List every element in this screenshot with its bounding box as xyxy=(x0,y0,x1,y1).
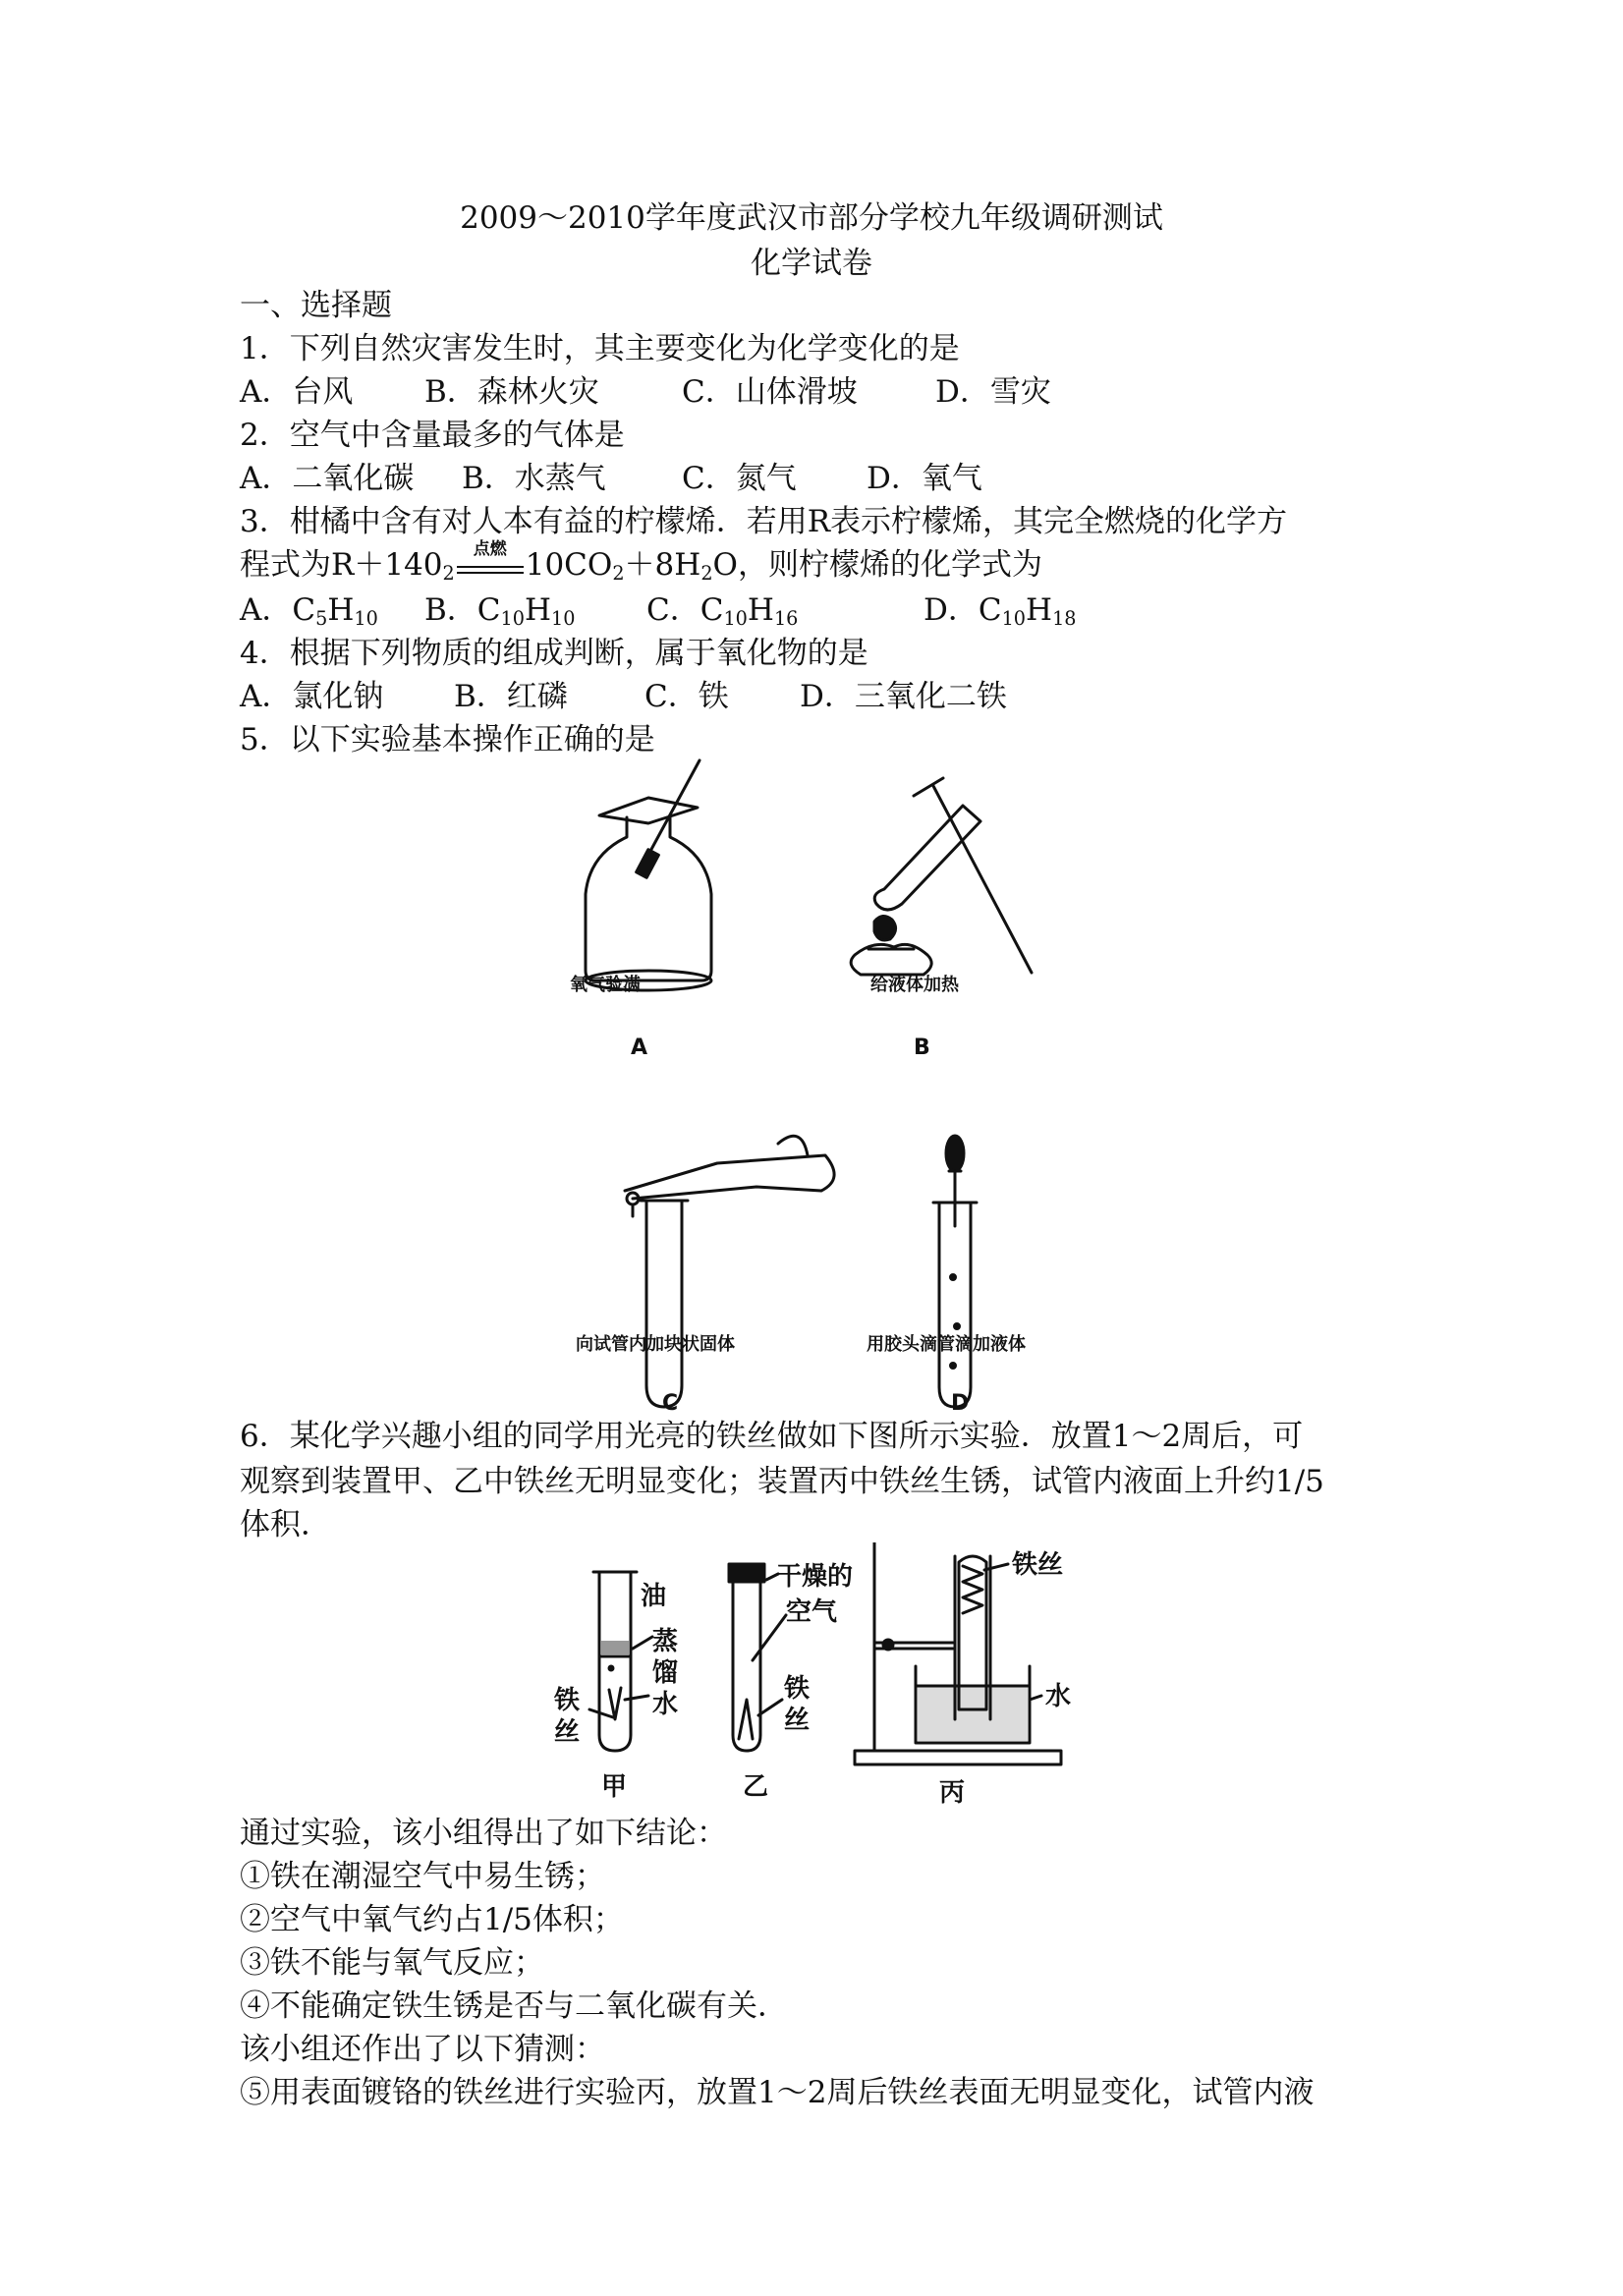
q4-option-a: A．氯化钠 xyxy=(240,679,384,714)
label-dry-air-1: 干燥的 xyxy=(776,1562,854,1592)
q3-eq-sub3: 2 xyxy=(700,561,713,585)
q6-conclusion-intro: 通过实验，该小组得出了如下结论： xyxy=(240,1816,727,1851)
q3-eq-right2: ＋8H xyxy=(624,547,701,583)
figure-a-letter: A xyxy=(631,1036,648,1060)
q6-stem-line3: 体积． xyxy=(240,1507,331,1542)
q3-option-b: B．$C_{10}H_{10}$ xyxy=(424,592,576,630)
q2-option-d: D．氧气 xyxy=(867,461,982,496)
q6-guess-intro: 该小组还作出了以下猜测： xyxy=(240,2032,605,2067)
figure-c-tube xyxy=(625,1136,834,1407)
q6-conclusion-2: ②空气中氧气约占1/5体积； xyxy=(240,1902,624,1937)
q3-options xyxy=(240,590,1419,630)
figure-c-letter: C xyxy=(662,1391,679,1416)
q2-option-a: A．二氧化碳 xyxy=(240,461,415,496)
q5-figures xyxy=(550,747,1100,1425)
q1-stem: 1．下列自然灾害发生时，其主要变化为化学变化的是 xyxy=(240,331,960,366)
q4-option-c: C．铁 xyxy=(644,679,729,714)
figure-b-heating xyxy=(851,778,1032,975)
figure-a-bottle xyxy=(586,760,711,990)
reaction-condition: 点燃 xyxy=(473,538,507,559)
label-water: 水 xyxy=(1045,1682,1072,1711)
q1-option-c: C．山体滑坡 xyxy=(682,374,858,410)
q5-stem: 5．以下实验基本操作正确的是 xyxy=(240,722,655,757)
q3-option-d: D．$C_{10}H_{18}$ xyxy=(923,592,1077,630)
figure-d-letter: D xyxy=(951,1391,970,1416)
q6-stem-line2: 观察到装置甲、乙中铁丝无明显变化；装置丙中铁丝生锈，试管内液面上升约1/5 xyxy=(240,1464,1324,1499)
label-yi: 乙 xyxy=(743,1772,769,1802)
q3-eq-sub2: 2 xyxy=(612,561,625,585)
q3-option-a: A．$C_5H_{10}$ xyxy=(240,592,378,630)
figure-b-caption: 给液体加热 xyxy=(870,975,959,995)
q3-stem-line1: 3．柑橘中含有对人本有益的柠檬烯．若用R表示柠檬烯，其完全燃烧的化学方 xyxy=(240,504,1288,539)
q3-option-c: C．$C_{10}H_{16}$ xyxy=(646,592,799,630)
q4-option-b: B．红磷 xyxy=(454,679,568,714)
q1-option-b: B．森林火灾 xyxy=(424,374,599,410)
label-distilled-3: 水 xyxy=(652,1690,679,1719)
label-distilled-1: 蒸 xyxy=(652,1627,679,1656)
q4-options xyxy=(240,677,1419,716)
label-iron-wire-1a: 铁 xyxy=(554,1686,581,1715)
section-heading: 一、选择题 xyxy=(240,288,392,323)
q3-eq-right3: O，则柠檬烯的化学式为 xyxy=(712,547,1042,583)
q1-option-a: A．台风 xyxy=(240,374,354,410)
label-iron-wire-2a: 铁 xyxy=(784,1674,811,1704)
q3-eq-left: 程式为R＋140 xyxy=(240,547,443,583)
label-bing: 丙 xyxy=(939,1778,966,1808)
figure-b-letter: B xyxy=(914,1036,930,1060)
q3-eq-sub: 2 xyxy=(442,561,455,585)
label-jia: 甲 xyxy=(601,1772,628,1802)
q2-option-c: C．氮气 xyxy=(682,461,797,496)
figure-c-caption: 向试管内加块状固体 xyxy=(576,1334,735,1355)
q6-conclusion-3: ③铁不能与氧气反应； xyxy=(240,1945,544,1981)
q1-options xyxy=(240,372,1419,412)
q6-stem-line1: 6．某化学兴趣小组的同学用光亮的铁丝做如下图所示实验．放置1～2周后，可 xyxy=(240,1419,1304,1454)
figure-d-dropper xyxy=(933,1136,977,1407)
q4-option-d: D．三氧化二铁 xyxy=(800,679,1007,714)
q6-conclusion-4: ④不能确定铁生锈是否与二氧化碳有关． xyxy=(240,1988,788,2024)
apparatus-yi xyxy=(729,1564,786,1751)
q3-stem-line2 xyxy=(240,538,1042,585)
exam-title: 2009～2010学年度武汉市部分学校九年级调研测试 xyxy=(460,200,1163,236)
label-dry-air-2: 空气 xyxy=(786,1597,838,1627)
label-iron-wire-1b: 丝 xyxy=(554,1717,581,1747)
q2-option-b: B．水蒸气 xyxy=(462,461,606,496)
label-iron-wire-2b: 丝 xyxy=(784,1706,811,1735)
exam-subtitle: 化学试卷 xyxy=(751,246,872,281)
q4-stem: 4．根据下列物质的组成判断，属于氧化物的是 xyxy=(240,636,868,671)
figure-d-caption: 用胶头滴管滴加液体 xyxy=(867,1334,1026,1355)
q2-options xyxy=(240,459,1419,498)
figure-a-caption: 氧气验满 xyxy=(570,975,641,995)
label-distilled-2: 馏 xyxy=(652,1658,679,1688)
q6-conclusion-1: ①铁在潮湿空气中易生锈； xyxy=(240,1859,605,1894)
label-iron-wire-3: 铁丝 xyxy=(1012,1550,1064,1580)
q3-eq-right1: 10CO xyxy=(525,547,613,583)
reaction-arrow xyxy=(457,538,524,582)
label-oil: 油 xyxy=(641,1582,667,1611)
q2-stem: 2．空气中含量最多的气体是 xyxy=(240,418,625,453)
q6-guess-5: ⑤用表面镀铬的铁丝进行实验丙，放置1～2周后铁丝表面无明显变化，试管内液 xyxy=(240,2075,1315,2110)
q1-option-d: D．雪灾 xyxy=(935,374,1051,410)
